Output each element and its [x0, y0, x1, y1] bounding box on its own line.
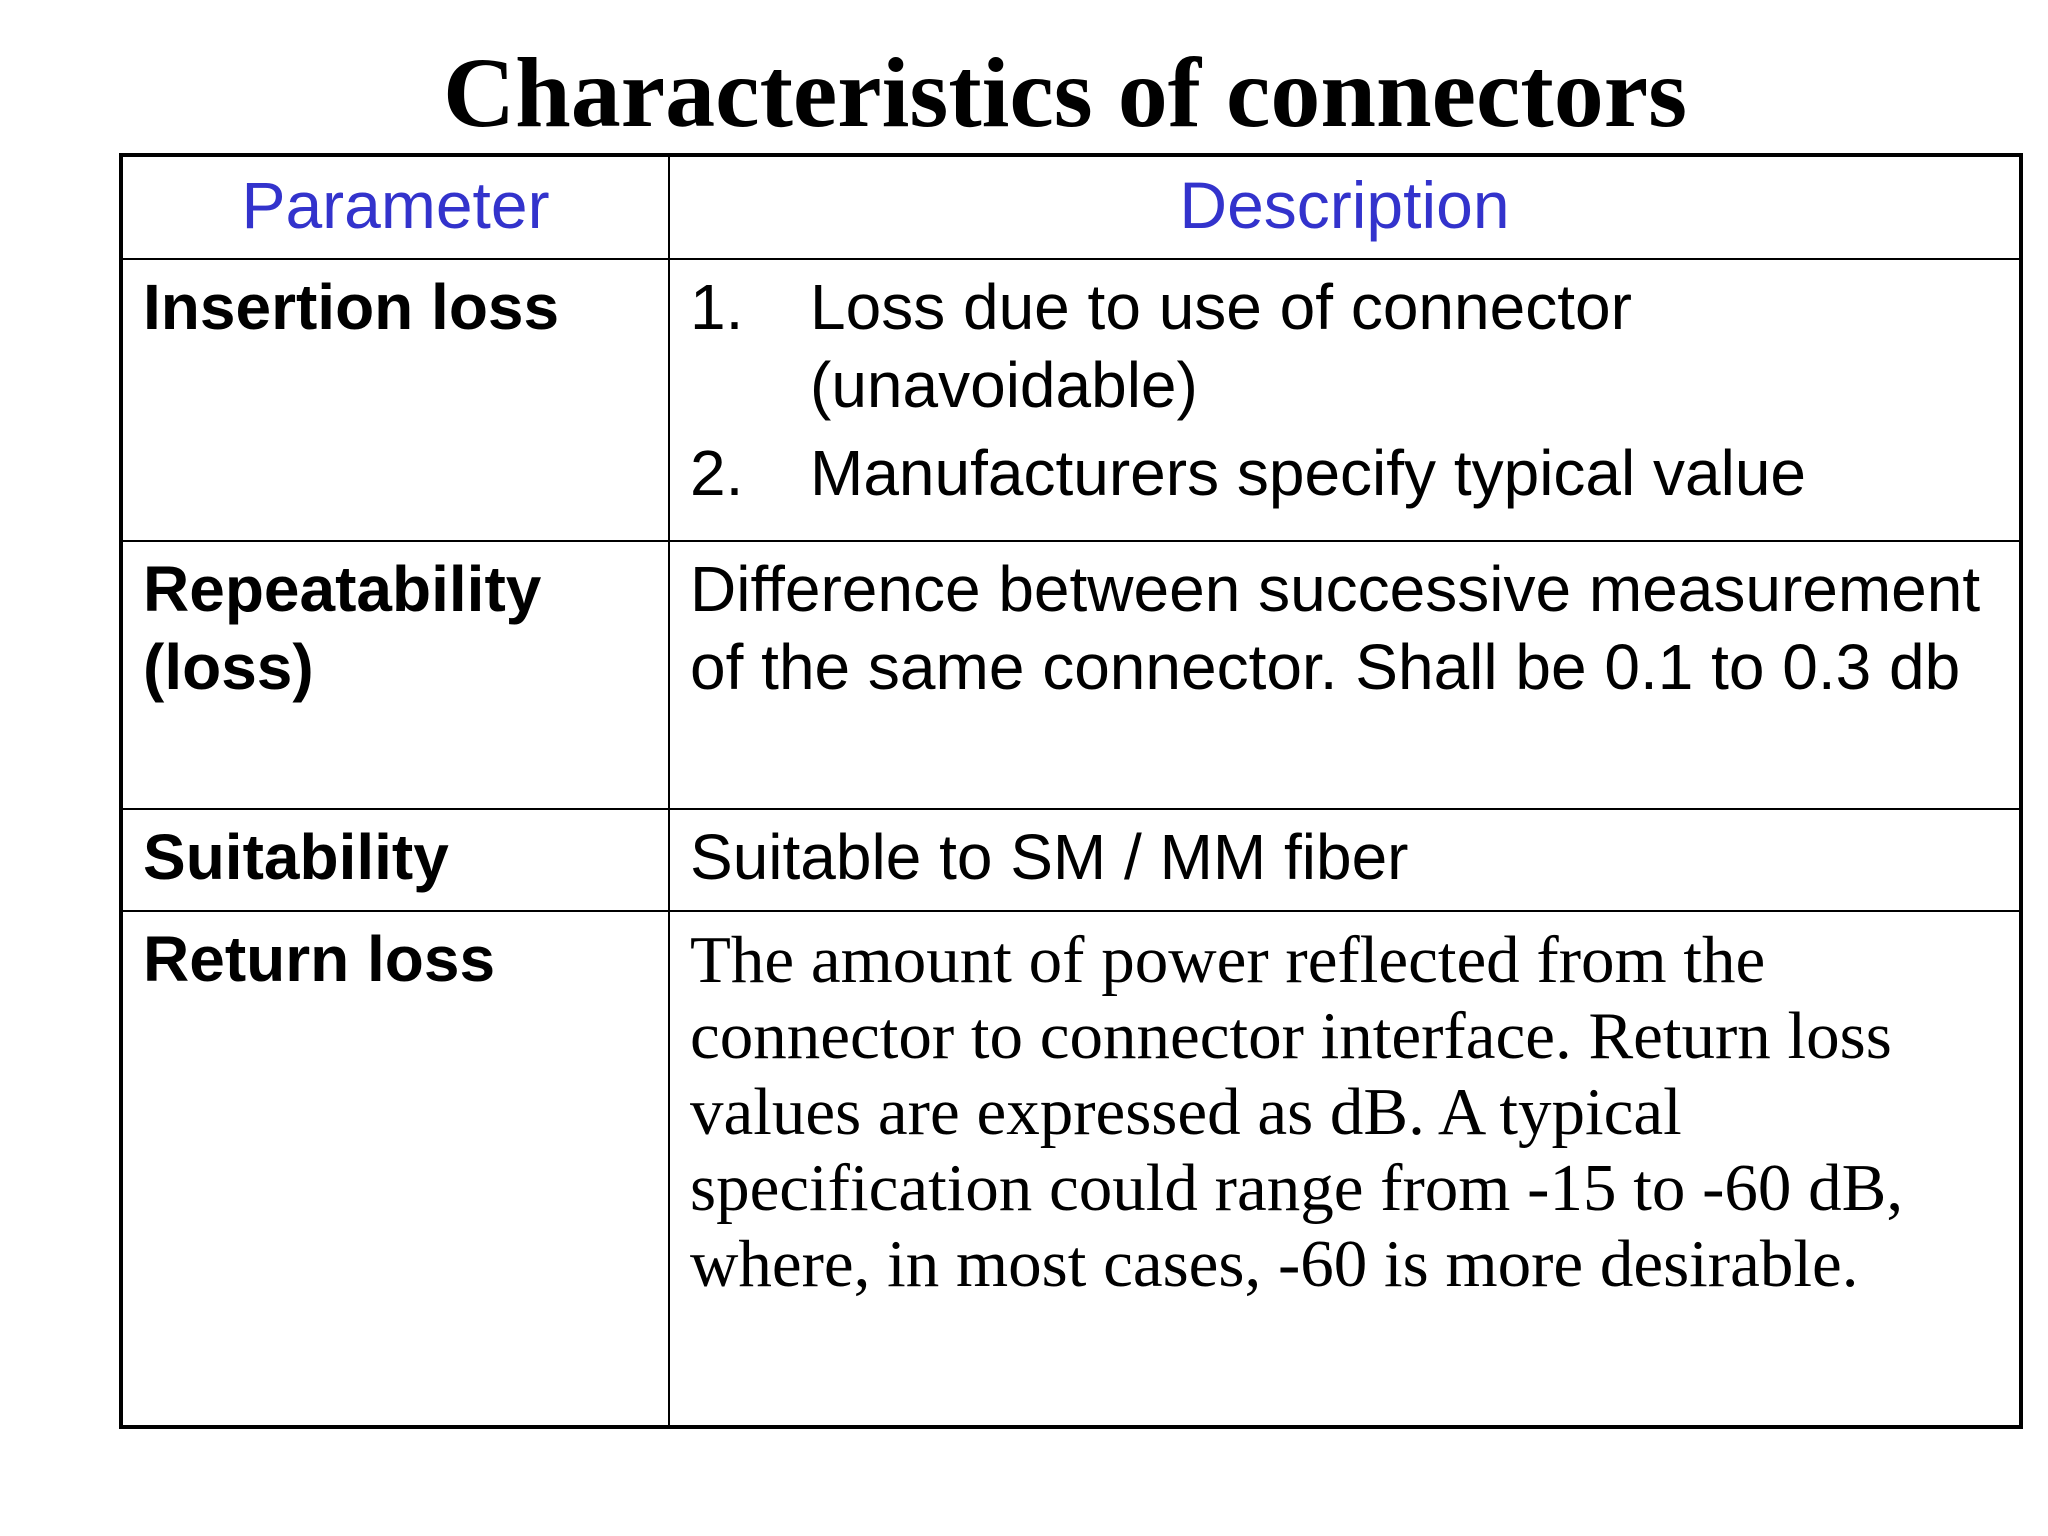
- table-row: [123, 809, 2019, 911]
- table-row: [123, 259, 2019, 541]
- parameter-cell: Insertion loss: [123, 259, 669, 541]
- list-item-text: Manufacturers specify typical value: [810, 437, 1806, 509]
- parameter-cell: Suitability: [123, 809, 669, 911]
- list-item-text: Loss due to use of connector (unavoidable): [810, 271, 1632, 421]
- list-item: [690, 268, 1999, 424]
- slide-title: Characteristics of connectors: [442, 37, 1688, 148]
- description-cell: [669, 259, 2019, 541]
- description-cell: Difference between successive measurement of the same connector. Shall be 0.1 to 0.3 db: [669, 541, 2019, 809]
- table-row: [123, 541, 2019, 809]
- parameter-cell: Return loss: [123, 911, 669, 1425]
- table-header-row: [123, 157, 2019, 259]
- description-list: [690, 268, 1999, 512]
- list-item-number: 2.: [690, 437, 744, 509]
- parameter-cell: Repeatability (loss): [123, 541, 669, 809]
- table-row: [123, 911, 2019, 1425]
- list-item: [690, 434, 1999, 512]
- characteristics-table: [119, 153, 2023, 1429]
- description-cell: Suitable to SM / MM fiber: [669, 809, 2019, 911]
- header-description: Description: [669, 157, 2019, 259]
- list-item-number: 1.: [690, 271, 744, 343]
- description-cell: The amount of power reflected from the connector to connector interface. Return loss values are expressed as dB. A typical specification could range from -15 to -60 dB, where, in most cases, -60 is more desirable.: [669, 911, 2019, 1425]
- header-parameter: Parameter: [123, 157, 669, 259]
